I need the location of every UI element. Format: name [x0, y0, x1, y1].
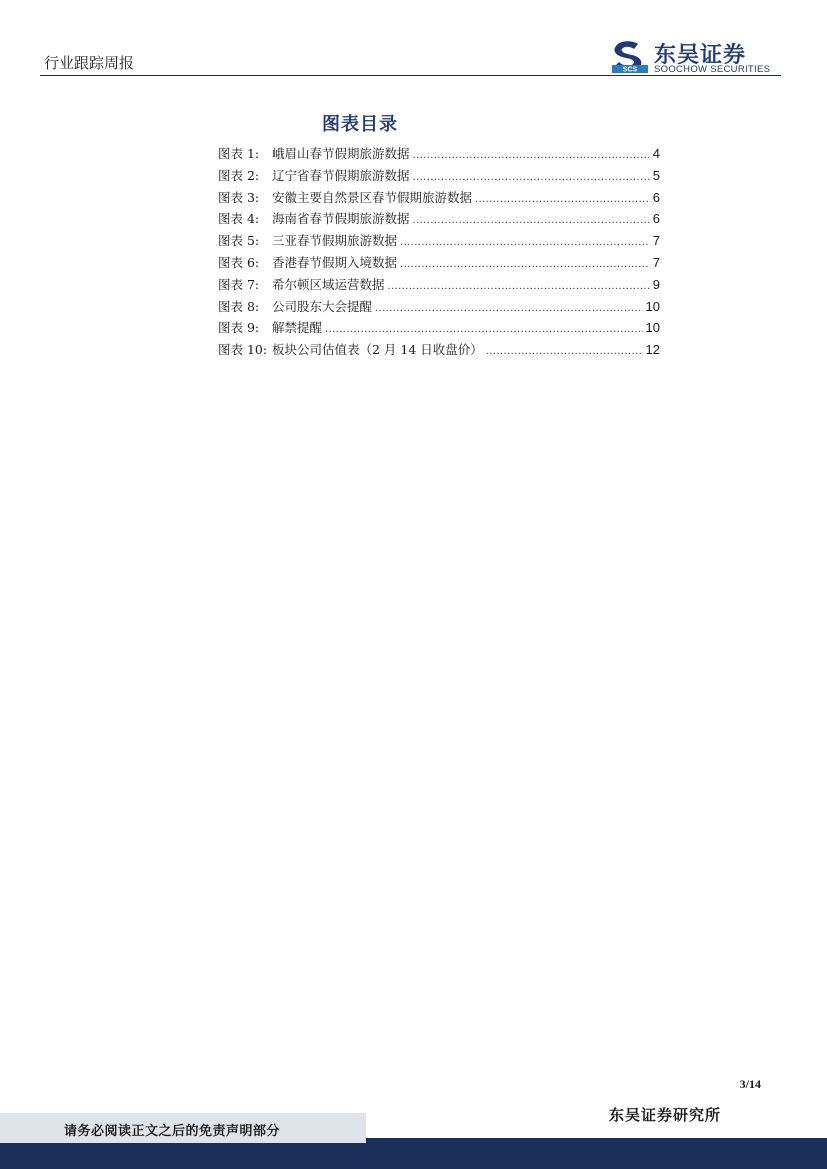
disclaimer-text: 请务必阅读正文之后的免责声明部分 [64, 1124, 281, 1139]
toc-leader-dots [475, 193, 650, 205]
company-logo [612, 40, 782, 76]
toc-list [218, 144, 660, 362]
toc-entry-label: 图表 9: [218, 320, 260, 336]
toc-entry[interactable] [218, 231, 660, 253]
logo-english-name: SOOCHOW SECURITIES [654, 64, 771, 75]
toc-entry-page: 7 [652, 233, 660, 249]
toc-entry[interactable] [218, 166, 660, 188]
toc-entry-page: 10 [645, 320, 660, 336]
toc-leader-dots [413, 171, 650, 183]
toc-entry-page: 10 [645, 298, 660, 314]
toc-entry-page: 5 [652, 167, 660, 183]
toc-leader-dots [400, 258, 650, 270]
toc-leader-dots [413, 214, 650, 226]
toc-entry-label: 图表 6: [218, 254, 260, 270]
toc-entry[interactable] [218, 188, 660, 210]
toc-entry-title: 安徽主要自然景区春节假期旅游数据 [272, 189, 473, 205]
toc-entry-label: 图表 5: [218, 233, 260, 249]
toc-entry-title: 峨眉山春节假期旅游数据 [272, 146, 410, 161]
toc-leader-dots [388, 280, 650, 292]
toc-entry-page: 7 [652, 254, 660, 270]
logo-chinese-name: 东吴证券 [654, 43, 747, 68]
toc-entry[interactable] [218, 297, 660, 319]
toc-leader-dots [325, 323, 643, 335]
toc-entry-label: 图表 10: [218, 342, 268, 358]
toc-entry-title: 解禁提醒 [272, 320, 323, 336]
toc-entry-title: 辽宁省春节假期旅游数据 [272, 167, 410, 183]
toc-entry-title: 公司股东大会提醒 [272, 298, 373, 314]
toc-entry-title: 板块公司估值表（2 月 14 日收盘价） [272, 342, 483, 358]
toc-title: 图表目录 [322, 114, 398, 135]
toc-entry-title: 海南省春节假期旅游数据 [272, 211, 410, 227]
toc-entry-label: 图表 3: [218, 189, 260, 205]
toc-entry-title: 希尔顿区域运营数据 [272, 276, 385, 292]
toc-entry[interactable] [218, 318, 660, 340]
toc-entry-label: 图表 4: [218, 211, 260, 227]
toc-entry[interactable] [218, 209, 660, 231]
toc-entry[interactable] [218, 144, 660, 166]
toc-entry-label: 图表 8: [218, 298, 260, 314]
soochow-logo-icon [612, 40, 648, 74]
toc-entry-label: 图表 2: [218, 167, 260, 183]
toc-leader-dots [375, 302, 643, 314]
toc-entry-title: 香港春节假期入境数据 [272, 254, 398, 270]
toc-entry-page: 6 [652, 189, 660, 205]
toc-leader-dots [413, 149, 650, 161]
toc-entry-label: 图表 7: [218, 276, 260, 292]
toc-entry-page: 6 [652, 211, 660, 227]
toc-entry[interactable] [218, 275, 660, 297]
research-institute-name: 东吴证券研究所 [608, 1106, 721, 1124]
toc-leader-dots [400, 236, 650, 248]
toc-entry[interactable] [218, 253, 660, 275]
report-type-label: 行业跟踪周报 [44, 54, 135, 72]
logo-mark-text: SCS [622, 66, 638, 74]
toc-entry-page: 12 [645, 342, 660, 358]
toc-entry-label: 图表 1: [218, 146, 260, 161]
toc-entry-title: 三亚春节假期旅游数据 [272, 233, 398, 249]
toc-entry[interactable] [218, 340, 660, 362]
page-number: 3/14 [739, 1077, 761, 1091]
toc-leader-dots [486, 345, 643, 357]
toc-entry-page: 4 [652, 146, 660, 161]
toc-entry-page: 9 [652, 276, 660, 292]
header-rule [40, 75, 781, 76]
